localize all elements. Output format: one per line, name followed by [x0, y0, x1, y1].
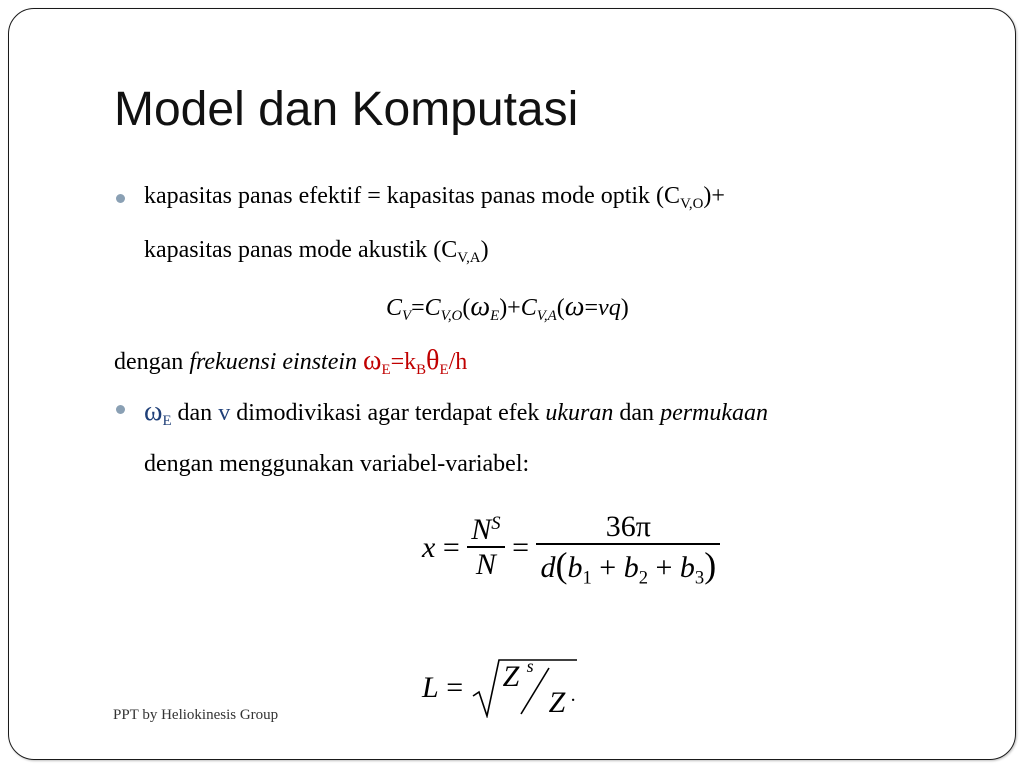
bullet2-italic: ukuran [545, 400, 614, 426]
formula-symbol: b [679, 550, 695, 584]
einstein-italic: frekuensi einstein [189, 349, 358, 375]
formula-symbol: + [591, 550, 624, 584]
eq-symbol: = [411, 295, 425, 321]
formula-symbol: = [442, 530, 460, 564]
theta-symbol: θ [426, 345, 440, 376]
formula-symbol: Z [548, 686, 566, 719]
bullet1-text: kapasitas panas mode akustik (C [144, 237, 458, 263]
formula-paren: ) [704, 544, 717, 585]
formula-symbol: b [567, 550, 583, 584]
formula-symbol: Z [502, 660, 520, 693]
formula-symbol: b [623, 550, 639, 584]
formula-text: /h [448, 349, 468, 375]
v-symbol: v [218, 400, 231, 426]
eq-sub: V,A [536, 308, 557, 325]
slide-title: Model dan Komputasi [114, 83, 579, 136]
einstein-text: dengan [114, 349, 190, 375]
einstein-formula [363, 345, 468, 379]
kb-sub: B [416, 362, 427, 379]
formula-symbol: L [422, 671, 439, 704]
formula-text: =k [390, 349, 417, 375]
sqrt-expression [471, 658, 579, 718]
eq-symbol: C [386, 295, 403, 321]
bullet1-line2 [144, 237, 489, 267]
bullet-dot [116, 405, 125, 414]
eq-symbol: )+ [499, 295, 521, 321]
formula-x [422, 510, 720, 586]
eq-symbol: ω [470, 291, 491, 322]
formula-symbol: . [570, 684, 576, 706]
bullet2-text: dan [613, 400, 661, 426]
eq-symbol: ( [462, 295, 471, 321]
slide-footer: PPT by Heliokinesis Group [113, 707, 279, 723]
formula-sup: s [526, 656, 534, 676]
formula-symbol: = [446, 671, 464, 704]
theta-sub: E [439, 362, 449, 379]
equation-heat-capacity [386, 291, 629, 323]
eq-symbol: = [584, 295, 599, 321]
eq-sub: V,O [440, 308, 463, 325]
formula-symbol: x [422, 530, 436, 564]
bullet2-line1 [144, 396, 768, 428]
bullet-dot [116, 194, 125, 203]
formula-sub: 2 [638, 567, 648, 588]
eq-symbol: ( [556, 295, 565, 321]
formula-symbol: + [648, 550, 680, 584]
bullet2-line2 [144, 451, 529, 478]
eq-sub: V [402, 308, 412, 325]
eq-symbol: C [520, 295, 537, 321]
formula-sub: 3 [694, 567, 705, 588]
formula-sub: 1 [582, 567, 592, 588]
bullet1-sub: V,O [680, 196, 704, 213]
bullet2-text: dengan menggunakan variabel-variabel: [144, 451, 530, 477]
fraction-denominator [536, 545, 720, 586]
fraction-36pi [536, 510, 720, 586]
omega-symbol: ω [144, 396, 163, 427]
fraction-numerator: 36π [605, 510, 651, 543]
omega-sub: E [162, 413, 172, 430]
bullet1-text: )+ [703, 183, 725, 209]
eq-symbol: ) [620, 295, 629, 321]
formula-symbol: = [512, 530, 529, 564]
bullet2-italic: permukaan [660, 400, 769, 426]
eq-sub: E [490, 308, 500, 325]
formula-sup: S [491, 513, 501, 535]
bullet1-line1 [144, 183, 725, 213]
bullet2-text: dimodivikasi agar terdapat efek [230, 400, 546, 426]
formula-L [422, 658, 579, 718]
omega-symbol: ω [363, 345, 382, 376]
bullet1-text: ) [480, 237, 489, 263]
formula-paren: ( [555, 544, 568, 585]
eq-symbol: vq [598, 295, 621, 321]
bullet1-sub: V,A [457, 250, 481, 267]
fraction-numerator [467, 513, 504, 546]
eq-symbol: ω [564, 291, 585, 322]
bullet2-text: dan [171, 400, 219, 426]
eq-symbol: C [424, 295, 441, 321]
formula-symbol: N [471, 513, 492, 547]
formula-symbol: d [540, 550, 556, 584]
bullet1-text: kapasitas panas efektif = kapasitas panas mode optik (C [144, 183, 681, 209]
omega-sub: E [381, 362, 391, 379]
fraction-denominator: N [475, 547, 496, 581]
fraction-ns-n [467, 513, 504, 582]
einstein-frequency-line [114, 345, 467, 377]
